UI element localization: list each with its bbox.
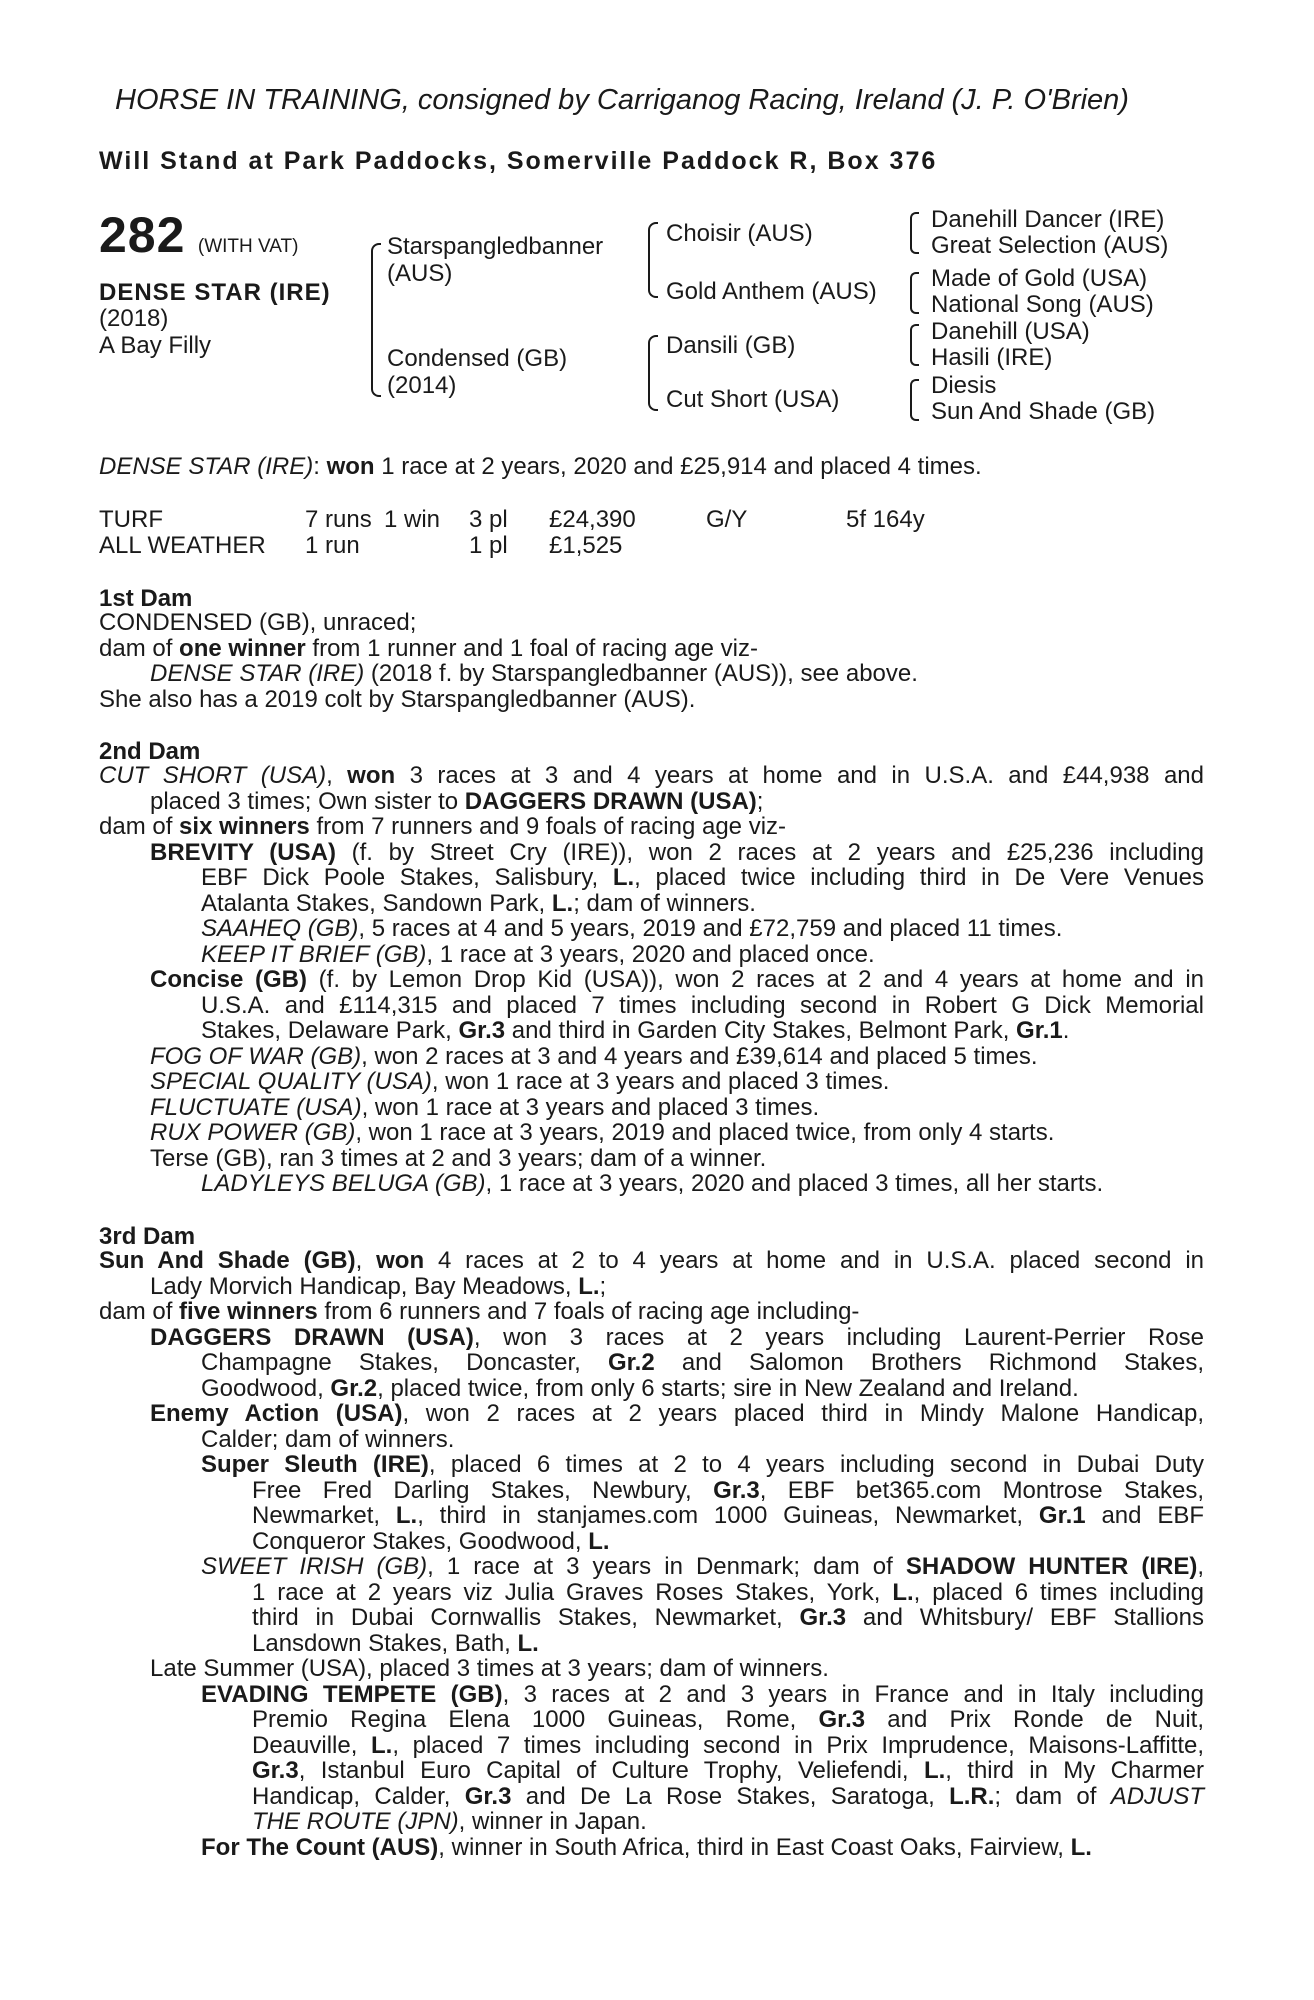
concise-entry: Concise (GB) (f. by Lemon Drop Kid (USA)), won 2 races at 2 and 4 years at home and in xyxy=(150,966,1205,993)
gg-sire-4: Diesis xyxy=(931,372,997,399)
sun-and-shade-line: Sun And Shade (GB), won 4 races at 2 to 4 years at home and in U.S.A. placed second in xyxy=(99,1247,1205,1274)
record-wins: 1 win xyxy=(384,506,441,533)
pedigree-brace-2b xyxy=(648,335,658,411)
first-dam-foal: DENSE STAR (IRE) (2018 f. by Starspangledbanner (AUS)), see above. xyxy=(150,660,918,687)
sire-dam: Gold Anthem (AUS) xyxy=(666,278,877,305)
super-sleuth-entry: Super Sleuth (IRE), placed 6 times at 2 to 4 years including second in Dubai Duty xyxy=(201,1451,1204,1478)
pedigree-brace-3b xyxy=(910,272,919,314)
horse-name: DENSE STAR (IRE) xyxy=(99,279,331,306)
first-dam-heading: 1st Dam xyxy=(99,585,193,612)
for-the-count-entry: For The Count (AUS), winner in South Africa, third in East Coast Oaks, Fairview, L. xyxy=(201,1833,1092,1861)
terse-entry: Terse (GB), ran 3 times at 2 and 3 years; dam of a winner. xyxy=(150,1144,767,1172)
pedigree-brace-1 xyxy=(371,243,381,397)
gg-dam-2: National Song (AUS) xyxy=(931,291,1154,318)
summary-won: won xyxy=(326,453,375,480)
daggers-drawn-entry: DAGGERS DRAWN (USA), won 3 races at 2 years including Laurent-Perrier Rose xyxy=(150,1323,1204,1351)
record-prize: £1,525 xyxy=(549,532,623,559)
fog-of-war-entry: FOG OF WAR (GB), won 2 races at 3 and 4 years and £39,614 and placed 5 times. xyxy=(150,1042,1038,1070)
gg-sire-1: Danehill Dancer (IRE) xyxy=(931,206,1165,233)
first-dam-line: CONDENSED (GB), unraced; xyxy=(99,609,417,636)
late-summer-entry: Late Summer (USA), placed 3 times at 3 years; dam of winners. xyxy=(150,1655,829,1682)
second-dam-heading: 2nd Dam xyxy=(99,738,201,765)
fluctuate-entry: FLUCTUATE (USA), won 1 race at 3 years and placed 3 times. xyxy=(150,1093,820,1121)
dam-dam: Cut Short (USA) xyxy=(666,386,840,413)
summary-colon: : xyxy=(313,453,327,480)
catalogue-title: HORSE IN TRAINING, consigned by Carriganog Racing, Ireland (J. P. O'Brien) xyxy=(115,84,1129,116)
first-dam-produce: dam of one winner from 1 runner and 1 foal of racing age viz- xyxy=(99,635,758,662)
gg-sire-2: Made of Gold (USA) xyxy=(931,265,1148,292)
third-dam-block: Sun And Shade (GB), won 4 races at 2 to 4 years at home and in U.S.A. placed second in Lady Morvich Handicap, Bay Meadows, L.; dam of five winners from 6 runners and 7 foals of racing age including- DAGGERS DRAWN (USA), won 3 races at 2 years including Laurent-Perrier Rose Champagne Stakes, Doncaster, Gr.2 and Salomon Brothers Richmond Stakes, Goodwood, Gr.2, placed twice, from only 6 starts; sire in New Zealand and Ireland. Enemy Action (USA), won 2 races at 2 years placed third in Mindy Malone Handicap, Calder; dam of winners. Super Sleuth (IRE), placed 6 times at 2 to 4 years including second in Dubai Duty Free Fred Darling Stakes, Newbury, Gr.3, EBF bet365.com Montrose Stakes, Newmarket, L., third in stanjames.com 1000 Guineas, Newmarket, Gr.1 and EBF Conqueror Stakes, Goodwood, L. SWEET IRISH (GB), 1 race at 3 years in Denmark; dam of SHADOW HUNTER (IRE), 1 race at 2 years viz Julia Graves Roses Stakes, York, L., placed 6 times including third in Dubai Cornwallis Stakes, Newmarket, Gr.3 and Whitsbury/ EBF Stallions Lansdown Stakes, Bath, L. Late Summer (USA), placed 3 times at 3 years; dam of winners. EVADING TEMPETE (GB), 3 races at 2 and 3 years in France and in Italy including Premio Regina Elena 1000 Guineas, Rome, Gr.3 and Prix Ronde de Nuit, Deauville, L., placed 7 times including second in Prix Imprudence, Maisons-Laffitte, Gr.3, Istanbul Euro Capital of Culture Trophy, Veliefendi, L., third in My Charmer Handicap, Calder, Gr.3 and De La Rose Stakes, Saratoga, L.R.; dam of ADJUST THE ROUTE (JPN), winner in Japan. For The Count (AUS), winner in South Africa, third in East Coast Oaks, Fairview, L. xyxy=(99,1247,1205,1861)
record-runs: 7 runs xyxy=(305,506,372,533)
dam-name: Condensed (GB) xyxy=(387,345,568,372)
gg-sire-3: Danehill (USA) xyxy=(931,318,1090,345)
enemy-action-entry: Enemy Action (USA), won 2 races at 2 years placed third in Mindy Malone Handicap, xyxy=(150,1400,1204,1427)
pedigree-brace-2a xyxy=(648,222,658,298)
dam-year: (2014) xyxy=(387,372,457,399)
race-summary xyxy=(99,454,982,480)
record-runs: 1 run xyxy=(305,532,360,559)
gg-dam-3: Hasili (IRE) xyxy=(931,344,1053,371)
record-placed: 3 pl xyxy=(469,506,508,533)
lot-block xyxy=(99,206,299,264)
summary-horse-name: DENSE STAR (IRE) xyxy=(99,453,314,480)
lot-number: 282 xyxy=(99,207,186,263)
sire-name: Starspangledbanner xyxy=(387,233,604,260)
horse-year: (2018) xyxy=(99,305,169,332)
horse-description: A Bay Filly xyxy=(99,332,212,359)
evading-tempete-entry: EVADING TEMPETE (GB), 3 races at 2 and 3 years in France and in Italy including xyxy=(201,1680,1204,1708)
ladyleys-beluga-entry: LADYLEYS BELUGA (GB), 1 race at 3 years, 2020 and placed 3 times, all her starts. xyxy=(201,1170,1104,1197)
sweet-irish-entry: SWEET IRISH (GB), 1 race at 3 years in Denmark; dam of SHADOW HUNTER (IRE), xyxy=(201,1553,1204,1580)
pedigree-brace-3c xyxy=(910,324,919,366)
vat-note: (WITH VAT) xyxy=(197,236,299,257)
record-going: G/Y xyxy=(706,506,748,533)
record-prize: £24,390 xyxy=(549,506,636,533)
dam-sire: Dansili (GB) xyxy=(666,332,796,359)
pedigree-brace-3a xyxy=(910,212,919,254)
rux-power-entry: RUX POWER (GB), won 1 race at 3 years, 2019 and placed twice, from only 4 starts. xyxy=(150,1119,1055,1146)
special-quality-entry: SPECIAL QUALITY (USA), won 1 race at 3 years and placed 3 times. xyxy=(150,1068,890,1095)
gg-dam-1: Great Selection (AUS) xyxy=(931,232,1169,259)
brevity-entry: BREVITY (USA) (f. by Street Cry (IRE)), won 2 races at 2 years and £25,236 including xyxy=(150,838,1204,866)
record-placed: 1 pl xyxy=(469,532,508,559)
third-dam-heading: 3rd Dam xyxy=(99,1223,196,1250)
record-surface: ALL WEATHER xyxy=(99,532,266,559)
pedigree-brace-3d xyxy=(910,379,919,421)
record-distance: 5f 164y xyxy=(846,506,925,533)
summary-text: 1 race at 2 years, 2020 and £25,914 and placed 4 times. xyxy=(374,453,982,480)
cut-short-line: CUT SHORT (USA), won 3 races at 3 and 4 years at home and in U.S.A. and £44,938 and xyxy=(99,762,1204,789)
second-dam-block: CUT SHORT (USA), won 3 races at 3 and 4 years at home and in U.S.A. and £44,938 and placed 3 times; Own sister to DAGGERS DRAWN (USA); dam of six winners from 7 runners and 9 foals of racing age viz- BREVITY (USA) (f. by Street Cry (IRE)), won 2 races at 2 years and £25,236 including EBF Dick Poole Stakes, Salisbury, L., placed twice including third in De Vere Venues Atalanta Stakes, Sandown Park, L.; dam of winners. SAAHEQ (GB), 5 races at 4 and 5 years, 2019 and £72,759 and placed 11 times. KEEP IT BRIEF (GB), 1 race at 3 years, 2020 and placed once. Concise (GB) (f. by Lemon Drop Kid (USA)), won 2 races at 2 and 4 years at home and in U.S.A. and £114,315 and placed 7 times including second in Robert G Dick Memorial Stakes, Delaware Park, Gr.3 and third in Garden City Stakes, Belmont Park, Gr.1. FOG OF WAR (GB), won 2 races at 3 and 4 years and £39,614 and placed 5 times. SPECIAL QUALITY (USA), won 1 race at 3 years and placed 3 times. FLUCTUATE (USA), won 1 race at 3 years and placed 3 times. RUX POWER (GB), won 1 race at 3 years, 2019 and placed twice, from only 4 starts. Terse (GB), ran 3 times at 2 and 3 years; dam of a winner. LADYLEYS BELUGA (GB), 1 race at 3 years, 2020 and placed 3 times, all her starts. xyxy=(99,762,1205,1197)
sire-sire: Choisir (AUS) xyxy=(666,220,813,247)
first-dam-note: She also has a 2019 colt by Starspangledbanner (AUS). xyxy=(99,686,696,713)
keep-it-brief-entry: KEEP IT BRIEF (GB), 1 race at 3 years, 2020 and placed once. xyxy=(201,940,875,968)
sire-origin: (AUS) xyxy=(387,260,453,287)
record-surface: TURF xyxy=(99,506,163,533)
stand-location: Will Stand at Park Paddocks, Somerville Paddock R, Box 376 xyxy=(99,147,938,175)
saaheq-entry: SAAHEQ (GB), 5 races at 4 and 5 years, 2019 and £72,759 and placed 11 times. xyxy=(201,915,1063,942)
gg-dam-4: Sun And Shade (GB) xyxy=(931,398,1156,425)
